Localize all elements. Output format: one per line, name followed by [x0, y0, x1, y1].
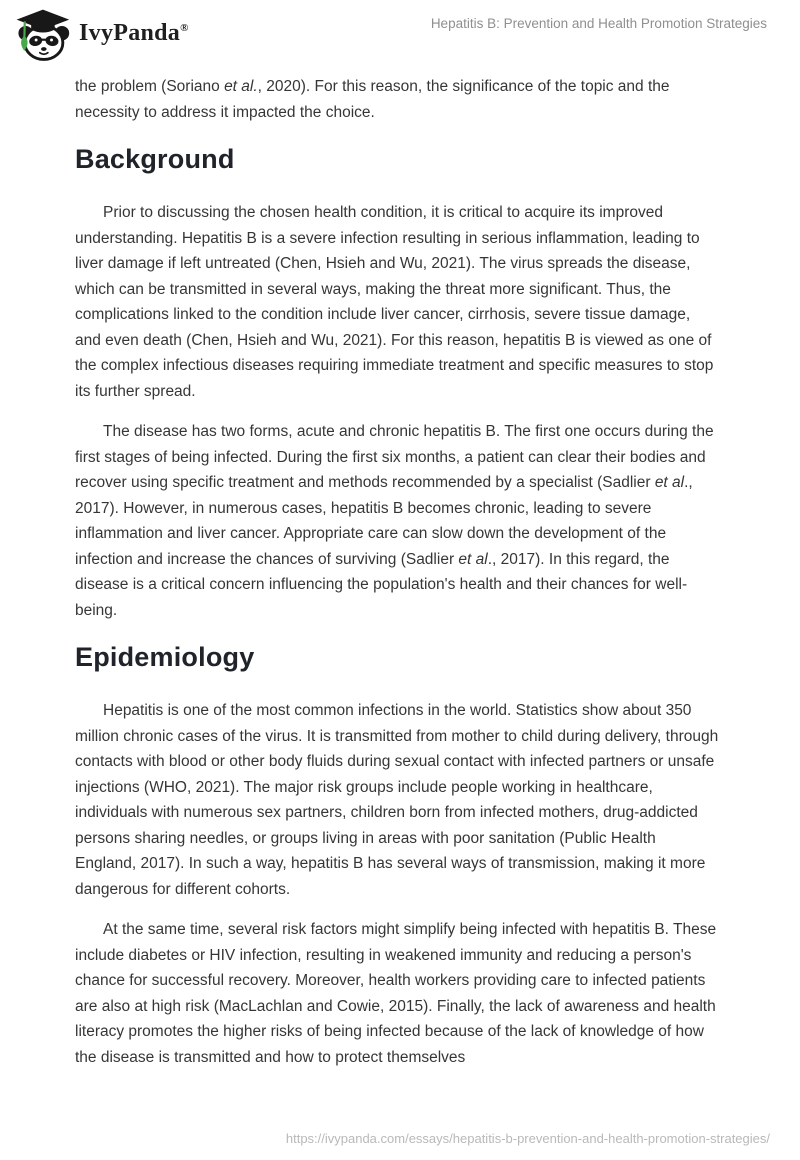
brand-wordmark: [79, 21, 189, 49]
page-footer: [286, 1131, 770, 1146]
paragraph-background-1: Prior to discussing the chosen health condition, it is critical to acquire its improved understanding. Hepatitis B is a severe infection resulting in serious inflammation, leading to liver damage if left untreated (Chen, Hsieh and Wu, 2021). The virus spreads the disease, which can be transmitted in several ways, making the threat more significant. Thus, the complications linked to the condition include liver cancer, cirrhosis, severe tissue damage, and even death (Chen, Hsieh and Wu, 2021). For this reason, hepatitis B is viewed as one of the complex infectious diseases requiring immediate treatment and specific measures to stop its further spread.: [75, 204, 714, 400]
paragraph-intro-continuation: the problem (Soriano et al., 2020). For this reason, the significance of the topic and the necessity to address it impacted the choice.: [75, 78, 670, 121]
ivypanda-panda-graduate-icon: [13, 8, 71, 62]
paragraph-epidemiology-2: At the same time, several risk factors might simplify being infected with hepatitis B. These include diabetes or HIV infection, resulting in weakened immunity and reducing a person's chance for successful recovery. Moreover, health workers providing care to infected patients are also at high risk (MacLachlan and Cowie, 2015). Finally, the lack of awareness and health literacy promotes the higher risks of being infected because of the lack of knowledge of how the disease is transmitted and how to protect themselves: [75, 921, 717, 1066]
section-heading-epidemiology: Epidemiology: [75, 642, 255, 672]
source-url: https://ivypanda.com/essays/hepatitis-b-prevention-and-health-promotion-strategies/: [285, 1131, 770, 1146]
essay-content: [75, 62, 720, 1070]
registered-trademark-symbol: ®: [180, 22, 189, 34]
paragraph-epidemiology-1: Hepatitis is one of the most common infections in the world. Statistics show about 350 million chronic cases of the virus. It is transmitted from mother to child during delivery, through contacts with blood or other body fluids during sexual contact with infected partners or unsafe injections (WHO, 2021). The major risk groups include people working in healthcare, individuals with numerous sex partners, children born from infected mothers, drug-addicted persons sharing needles, or groups living in areas with poor sanitation (Public Health England, 2017). In such a way, hepatitis B has several ways of transmission, making it more dangerous for different cohorts.: [75, 702, 719, 898]
section-heading-background: Background: [75, 144, 235, 174]
brand-name-text: IvyPanda: [79, 20, 181, 46]
page-header: [0, 0, 800, 62]
paragraph-background-2: The disease has two forms, acute and chronic hepatitis B. The first one occurs during the first stages of being infected. During the first six months, a patient can clear their bodies and recover using specific treatment and methods recommended by a specialist (Sadlier et al., 2017). However, in numerous cases, hepatitis B becomes chronic, leading to severe inflammation and liver cancer. Appropriate care can slow down the development of the infection and increase the chances of surviving (Sadlier et al., 2017). In this regard, the disease is a critical concern influencing the population's health and their chances for well-being.: [75, 423, 714, 619]
document-title: Hepatitis B: Prevention and Health Promotion Strategies: [430, 16, 767, 31]
brand: [13, 8, 189, 62]
